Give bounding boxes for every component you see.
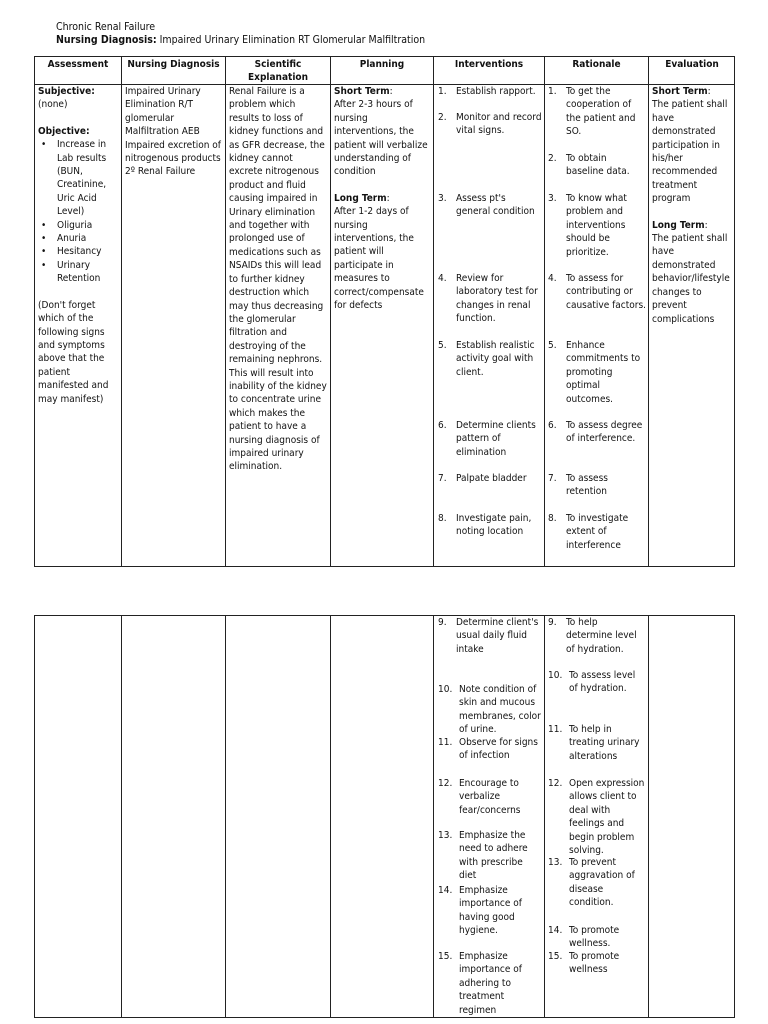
intervention-item-text: Investigate pain, noting location [456, 513, 532, 538]
intervention-item-number: 2. [438, 112, 447, 123]
rationale-item-text: To investigate extent of interference [566, 513, 629, 551]
rationale-item-text: To promote wellness. [569, 925, 620, 950]
rationale-item-text: To obtain baseline data. [566, 153, 630, 178]
rationale-item [548, 924, 646, 951]
rationale-item-number: 9. [548, 617, 557, 628]
rationale-item-number: 12. [548, 778, 563, 789]
rationale-item [548, 472, 646, 499]
intervention-item [438, 512, 542, 539]
evaluation-short-text: The patient shall have demonstrated participation in his/her recommended treatment program [652, 99, 728, 205]
evaluation-short-label: Short Term [652, 86, 708, 97]
rationale-item-text: To assess degree of interference. [566, 420, 643, 445]
rationale-item-text: To prevent aggravation of disease condition. [569, 857, 635, 909]
planning-long-label: Long Term [334, 192, 387, 204]
rationale-item [548, 85, 646, 139]
intervention-item-number: 4. [438, 273, 447, 284]
rationale-item [548, 272, 646, 312]
intervention-item-number: 6. [438, 420, 447, 431]
rationale-item-number: 15. [548, 951, 563, 962]
rationale-item-number: 10. [548, 670, 563, 681]
intervention-item-text: Assess pt's general condition [456, 193, 535, 218]
scientific-explanation-cell: Renal Failure is a problem which results to loss of kidney functions and as GFR decrease, the kidney cannot excrete nitrogenous product and fluid causing impaired in Urinary elimination and together with prolonged use of medications such as NSAIDs this will lead to further kidney destruction which may thus decreasing the glomerular filtration and destroying of the remaining nephrons. This will result into inability of the kidney to concentrate urine which makes the patient to have a nursing diagnosis of impaired urinary elimination. [229, 86, 327, 473]
intervention-item [438, 777, 542, 817]
objective-list [38, 138, 118, 285]
diagnosis-label: Nursing Diagnosis: [56, 34, 157, 46]
intervention-item-number: 7. [438, 473, 447, 484]
planning-cell: Short Term: After 2-3 hours of nursing interventions, the patient will verbalize understanding of condition Long Term: After 1-2 days of nursing interventions, the patient will participate in measures to correct/compensate for defects [331, 85, 433, 313]
intervention-item-text: Monitor and record vital signs. [456, 112, 542, 137]
intervention-item [438, 829, 542, 883]
evaluation-long-text: The patient shall have demonstrated behavior/lifestyle changes to prevent complications [652, 233, 730, 325]
header-nursing-diagnosis: Nursing Diagnosis [127, 59, 220, 70]
rationale-item-text: To assess for contributing or causative factors. [566, 273, 646, 311]
rationale-item-number: 5. [548, 340, 557, 351]
evaluation-cell: Short Term: The patient shall have demonstrated participation in his/her recommended treatment program Long Term: The patient shall have demonstrated behavior/lifestyle changes to prevent complications [649, 85, 735, 326]
header-interventions: Interventions [454, 59, 524, 70]
intervention-item-number: 9. [438, 617, 447, 628]
rationale-item [548, 777, 646, 857]
rationale-item-text: To get the cooperation of the patient and SO. [566, 86, 636, 138]
objective-label: Objective: [38, 125, 90, 137]
intervention-item-number: 11. [438, 737, 453, 748]
document-title [56, 21, 425, 47]
intervention-item [438, 111, 542, 138]
intervention-item-number: 15. [438, 951, 453, 962]
assessment-cell [35, 85, 121, 406]
intervention-item-text: Establish rapport. [456, 86, 536, 97]
rationale-item-number: 7. [548, 473, 557, 484]
rationale-item-text: To help determine level of hydration. [566, 617, 637, 655]
intervention-item [438, 950, 542, 1017]
rationale-item-number: 14. [548, 925, 563, 936]
intervention-item [438, 616, 542, 656]
intervention-item-number: 8. [438, 513, 447, 524]
rationale-item-text: To assess level of hydration. [569, 670, 636, 695]
intervention-item-text: Observe for signs of infection [459, 737, 538, 762]
intervention-item [438, 472, 542, 485]
header-scientific-explanation: Scientific Explanation [248, 59, 308, 83]
intervention-item-number: 13. [438, 830, 453, 841]
intervention-item-text: Determine client's usual daily fluid intake [456, 617, 539, 655]
objective-item: • Hesitancy [38, 245, 118, 258]
rationale-item-number: 1. [548, 86, 557, 97]
rationale-item [548, 192, 646, 259]
rationale-item [548, 419, 646, 446]
rationale-item [548, 616, 646, 656]
rationale-item-number: 8. [548, 513, 557, 524]
header-rationale: Rationale [572, 59, 621, 70]
intervention-item-text: Emphasize the need to adhere with prescribe diet [459, 830, 528, 882]
intervention-item [438, 884, 542, 938]
intervention-item-number: 1. [438, 86, 447, 97]
intervention-item-number: 10. [438, 684, 453, 695]
intervention-item-text: Determine clients pattern of elimination [456, 420, 536, 458]
care-plan-table-1 [34, 56, 735, 567]
rationale-item [548, 856, 646, 910]
intervention-item-number: 14. [438, 885, 453, 896]
diagnosis-line [56, 34, 425, 47]
rationale-item [548, 152, 646, 179]
subjective-label: Subjective: [38, 86, 95, 97]
rationale-item-number: 2. [548, 153, 557, 164]
rationale-item [548, 723, 646, 763]
intervention-item [438, 683, 542, 737]
objective-item: • Oliguria [38, 219, 118, 232]
care-plan-table-2 [34, 615, 735, 1018]
title-line: Chronic Renal Failure [56, 21, 156, 33]
rationale-item-text: To help in treating urinary alterations [569, 724, 640, 762]
planning-long-text: After 1-2 days of nursing interventions, the patient will participate in measures to correct/compensate for defects [334, 206, 424, 312]
header-planning: Planning [359, 59, 405, 70]
rationale-item-text: Enhance commitments to promoting optimal outcomes. [566, 340, 641, 405]
intervention-item-text: Establish realistic activity goal with client. [456, 340, 535, 378]
header-assessment: Assessment [47, 59, 109, 70]
objective-item: • Increase in Lab results (BUN, Creatinine, Uric Acid Level) [38, 138, 118, 218]
rationale-item-number: 6. [548, 420, 557, 431]
rationale-item-number: 4. [548, 273, 557, 284]
intervention-item-number: 12. [438, 778, 453, 789]
rationale-item [548, 669, 646, 696]
intervention-item [438, 85, 542, 98]
intervention-item-text: Encourage to verbalize fear/concerns [459, 778, 521, 816]
rationale-item-number: 13. [548, 857, 563, 868]
intervention-item [438, 419, 542, 459]
intervention-item-text: Palpate bladder [456, 473, 527, 484]
rationale-item [548, 512, 646, 552]
intervention-item [438, 272, 542, 326]
rationale-item-text: To know what problem and interventions should be prioritize. [566, 193, 627, 258]
rationale-item-text: To promote wellness [569, 951, 620, 976]
rationale-item [548, 950, 646, 977]
planning-short-text: After 2-3 hours of nursing interventions, the patient will verbalize understanding of condition [334, 99, 428, 178]
intervention-item [438, 736, 542, 763]
rationale-item-text: Open expression allows client to deal with feelings and begin problem solving. [569, 778, 645, 857]
rationale-item [548, 339, 646, 406]
intervention-item-text: Emphasize importance of adhering to treatment regimen [459, 951, 522, 1016]
objective-item: • Urinary Retention [38, 259, 118, 286]
objective-item: • Anuria [38, 232, 118, 245]
header-evaluation: Evaluation [665, 59, 719, 70]
subjective-value: (none) [38, 99, 68, 111]
intervention-item-number: 3. [438, 193, 447, 204]
rationale-item-text: To assess retention [566, 473, 608, 498]
intervention-item [438, 192, 542, 219]
evaluation-long-label: Long Term [652, 219, 705, 231]
nursing-diagnosis-cell: Impaired Urinary Elimination R/T glomerular Malfiltration AEB Impaired excretion of nitrogenous products 2º Renal Failure [125, 86, 221, 178]
intervention-item-number: 5. [438, 340, 447, 351]
planning-short-label: Short Term [334, 86, 390, 97]
intervention-item [438, 339, 542, 379]
rationale-item-number: 11. [548, 724, 563, 735]
diagnosis-text: Impaired Urinary Elimination RT Glomerular Malfiltration [156, 34, 426, 46]
intervention-item-text: Review for laboratory test for changes in renal function. [456, 273, 538, 325]
rationale-item-number: 3. [548, 193, 557, 204]
intervention-item-text: Note condition of skin and mucous membranes, color of urine. [459, 684, 541, 736]
intervention-item-text: Emphasize importance of having good hygiene. [459, 885, 522, 937]
assessment-note: (Don't forget which of the following signs and symptoms above that the patient manifested and may manifest) [38, 299, 109, 405]
